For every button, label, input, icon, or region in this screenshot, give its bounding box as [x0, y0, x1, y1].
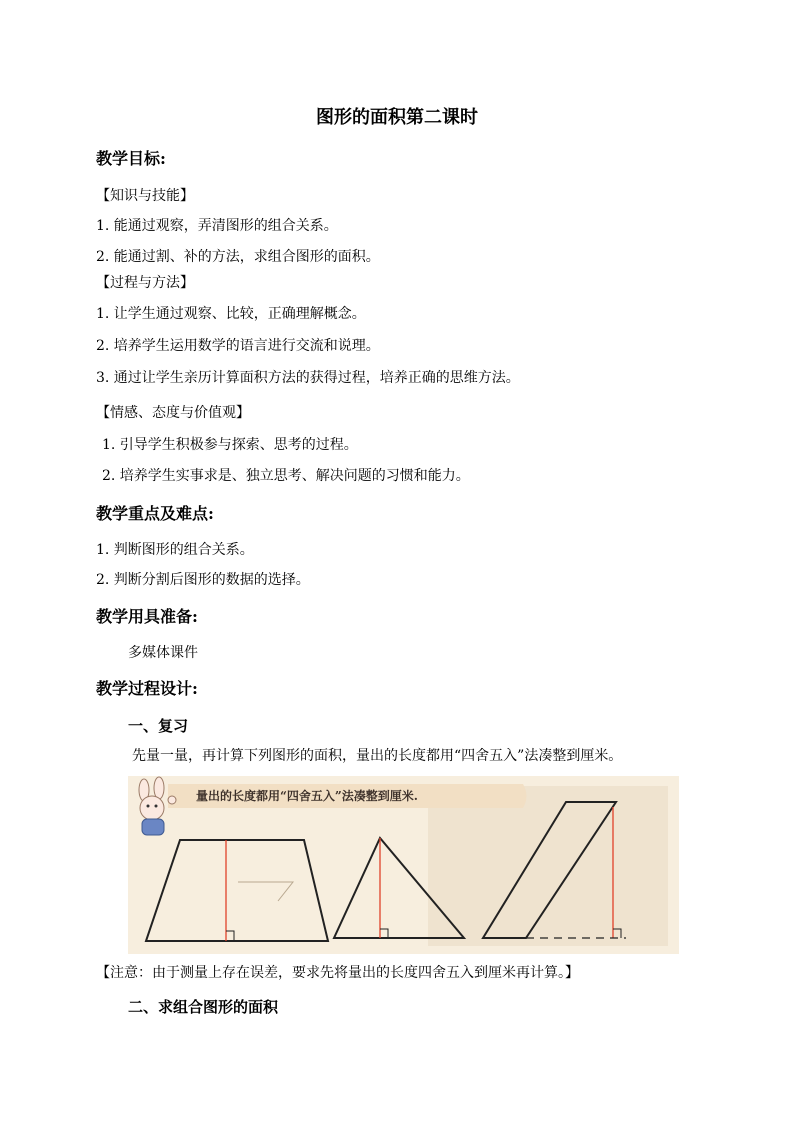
knowledge-item-1: 1. 能通过观察，弄清图形的组合关系。: [96, 218, 338, 234]
trapezoid-right-angle-mark: [226, 931, 234, 941]
page-title: 图形的面积第二课时: [316, 107, 478, 128]
tools-heading: 教学用具准备:: [96, 607, 198, 626]
trapezoid-shape: [146, 840, 328, 941]
emotion-item-1: 1. 引导学生积极参与探索、思考的过程。: [102, 437, 358, 453]
key-item-2: 2. 判断分割后图形的数据的选择。: [96, 572, 310, 588]
review-heading: 一、复习: [128, 717, 189, 735]
emotion-item-2: 2. 培养学生实事求是、独立思考、解决问题的习惯和能力。: [102, 468, 470, 484]
knowledge-item-2: 2. 能通过割、补的方法，求组合图形的面积。: [96, 249, 380, 265]
process-design-heading: 教学过程设计:: [96, 679, 198, 698]
process-item-1: 1. 让学生通过观察、比较，正确理解概念。: [96, 306, 366, 322]
shapes-figure: [128, 776, 679, 954]
process-item-2: 2. 培养学生运用数学的语言进行交流和说理。: [96, 338, 380, 354]
process-item-3: 3. 通过让学生亲历计算面积方法的获得过程，培养正确的思维方法。: [96, 370, 520, 386]
trapezoid-faint-sketch: [238, 882, 293, 901]
background-texture: [428, 786, 668, 946]
key-item-1: 1. 判断图形的组合关系。: [96, 542, 254, 558]
process-heading: 【过程与方法】: [96, 275, 194, 291]
key-points-heading: 教学重点及难点:: [96, 504, 214, 523]
note-text: 【注意：由于测量上存在误差，要求先将量出的长度四舍五入到厘米再计算。】: [96, 965, 579, 981]
triangle-right-angle-mark: [380, 929, 388, 938]
emotion-heading: 【情感、态度与价值观】: [96, 405, 250, 421]
review-text: 先量一量，再计算下列图形的面积，量出的长度都用“四舍五入”法凑整到厘米。: [132, 748, 623, 764]
tools-text: 多媒体课件: [128, 645, 198, 661]
objectives-heading: 教学目标:: [96, 149, 166, 168]
figure-banner-text: 量出的长度都用“四舍五入”法凑整到厘米.: [196, 789, 418, 803]
knowledge-heading: 【知识与技能】: [96, 188, 194, 204]
section-2-heading: 二、求组合图形的面积: [128, 998, 279, 1016]
